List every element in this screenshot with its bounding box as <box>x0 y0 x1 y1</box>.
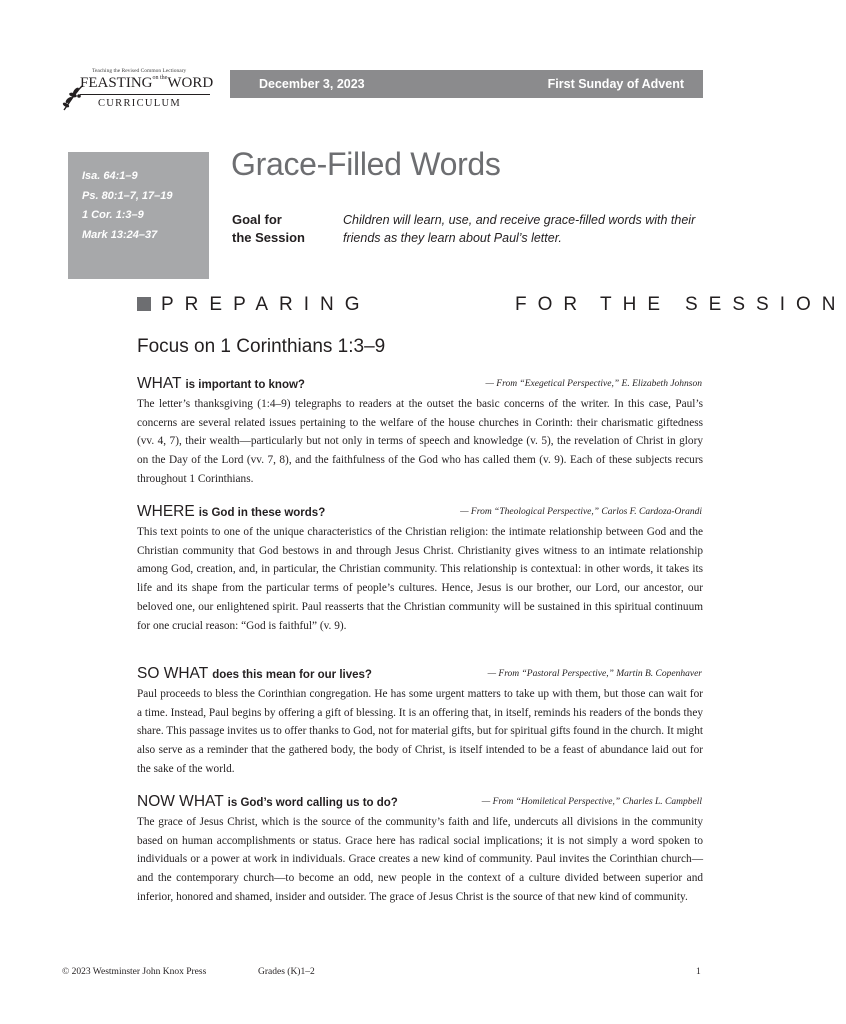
logo-brand: $FEASTING^{on the}WORD$ <box>80 75 214 91</box>
logo-tagline: Teaching the Revised Common Lectionary <box>92 68 187 74</box>
question-body: Paul proceeds to bless the Corinthian congregation. He has some urgent matters to take up with them, but those can wait for a time. Instead, Paul begins by offering a gift of blessing. It is an offering that, in itself, reminds his readers of the bonds they share. This passage invites us to offer thanks to God, not for material gifts, but for spiritual gifts found in the church. It might also serve as a reminder that the gathered body, the body of Christ, is itself intended to be a feast of abundance laid out for the sake of the world. <box>137 688 703 775</box>
liturgical-day: First Sunday of Advent <box>547 77 684 91</box>
question-what <box>137 375 703 489</box>
question-body: The grace of Jesus Christ, which is the source of the community’s faith and life, undercuts all divisions in the community based on human accomplishments or status. Grace here has radical social implications; it is not simply a word spoken to individuals or a power at work in individuals. Grace creates a new kind of community. Paul invites the Corinthian church—and the contemporary church—to become an odd, new people in the context of a culture divided between superior and inferior, honored and shamed, insider and outsider. The grace of Jesus Christ is the source of that new kind of community. <box>137 816 703 903</box>
question-source: — From “Exegetical Perspective,” E. Elizabeth Johnson <box>485 379 702 389</box>
question-source: — From “Pastoral Perspective,” Martin B. Copenhaver <box>487 669 702 679</box>
logo-curriculum: CURRICULUM <box>98 98 182 109</box>
question-where <box>137 503 703 635</box>
question-heading: WHAT is important to know? — From “Exegetical Perspective,” E. Elizabeth Johnson <box>137 375 702 392</box>
scripture-ref: Ps. 80:1–7, 17–19 <box>82 190 173 202</box>
curriculum-logo <box>60 68 215 118</box>
section-heading: PREPARING FOR THE SESSION <box>137 292 703 320</box>
question-heading: SO WHAT does this mean for our lives? — From “Pastoral Perspective,” Martin B. Copenhaver <box>137 665 702 682</box>
question-body: This text points to one of the unique characteristics of the Christian religion: the intimate relationship between God and the Christian community that God bestows in and through Jesus Christ. Christianity gives witness to an intimate relationship among God, creation, and, in particular, the Christian community. This relationship is contextual: in other words, it takes its life and its shape from the particular terms of people’s cultures. Hence, Jesus is our brother, our Lord, our ancestor, our beloved one, our enlightened spirit. Paul reasserts that the Christian community will be sustained in this spiritual continuum for one crucial reason: “God is faithful” (v. 9). <box>137 526 703 632</box>
section-bullet-square <box>137 297 151 311</box>
scripture-ref: Isa. 64:1–9 <box>82 170 138 182</box>
question-source: — From “Theological Perspective,” Carlos F. Cardoza-Orandi <box>460 507 702 517</box>
session-date: December 3, 2023 <box>259 77 365 91</box>
footer-grades: Grades (K)1–2 <box>258 967 315 977</box>
page-number: 1 <box>696 967 701 977</box>
question-heading: WHERE is God in these words? — From “Theological Perspective,” Carlos F. Cardoza-Orandi <box>137 503 702 520</box>
goal-label: Goal for the Session <box>232 212 305 245</box>
goal-text: Children will learn, use, and receive grace-filled words with their friends as they learn about Paul’s letter. <box>343 213 696 245</box>
question-heading: NOW WHAT is God’s word calling us to do? — From “Homiletical Perspective,” Charles L. Campbell <box>137 793 702 810</box>
scripture-ref: Mark 13:24–37 <box>82 229 158 241</box>
footer-copyright: © 2023 Westminster John Knox Press <box>62 967 207 977</box>
scripture-ref: 1 Cor. 1:3–9 <box>82 209 144 221</box>
date-banner <box>230 70 703 98</box>
scripture-references-box <box>68 152 209 279</box>
question-so-what <box>137 665 703 779</box>
question-source: — From “Homiletical Perspective,” Charles L. Campbell <box>481 797 702 807</box>
logo-rule <box>80 94 210 95</box>
focus-heading: Focus on 1 Corinthians 1:3–9 <box>137 336 386 357</box>
question-now-what <box>137 793 703 907</box>
session-title: Grace-Filled Words <box>231 146 501 182</box>
question-body: The letter’s thanksgiving (1:4–9) telegraphs to readers at the outset the basic concerns of the writer. In this case, Paul’s concerns are several related issues pertaining to the welfare of the house churches in Corinth: their charismatic giftedness (vv. 4, 7), their wealth—particularly but not only in terms of speech and knowledge (v. 5), the revelation of Christ in glory on the Day of the Lord (vv. 7, 8), and the faithfulness of the God who has called them (v. 9). Each of these subjects recurs throughout 1 Corinthians. <box>137 398 703 485</box>
